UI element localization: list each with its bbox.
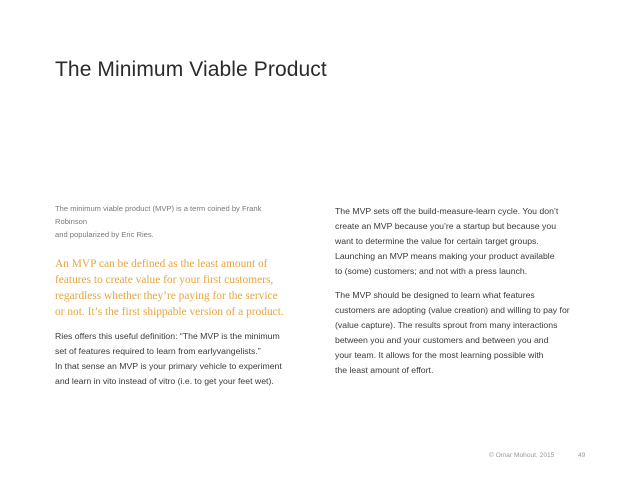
pull-quote	[55, 256, 300, 320]
body-line: Ries offers this useful definition: “The MVP is the minimum	[55, 331, 280, 341]
footer-credit: © Omar Mohout, 2015	[489, 452, 555, 459]
body-line: want to determine the value for certain target groups.	[335, 236, 539, 246]
body-line: set of features required to learn from earlyvangelists.”	[55, 346, 261, 356]
body-line: (value capture). The results sprout from many interactions	[335, 320, 558, 330]
intro-note	[55, 202, 295, 241]
page-number: 49	[578, 452, 586, 459]
body-line: The MVP sets off the build-measure-learn cycle. You don’t	[335, 206, 559, 216]
build-measure-learn-paragraph	[335, 204, 595, 279]
body-line: The MVP should be designed to learn what features	[335, 290, 535, 300]
right-column	[335, 204, 595, 378]
mvp-design-paragraph	[335, 288, 595, 378]
body-line: to (some) customers; and not with a press launch.	[335, 266, 528, 276]
body-line: Launching an MVP means making your product available	[335, 251, 555, 261]
body-line: between you and your customers and between you and	[335, 335, 549, 345]
quote-line: An MVP can be defined as the least amount of	[55, 258, 268, 270]
body-line: customers are adopting (value creation) and willing to pay for	[335, 305, 570, 315]
left-column	[55, 202, 300, 389]
page-title: The Minimum Viable Product	[55, 58, 327, 81]
definition-paragraph	[55, 329, 303, 389]
quote-line: regardless whether they’re paying for the service	[55, 290, 278, 302]
intro-line: and popularized by Eric Ries.	[55, 230, 154, 239]
body-line: your team. It allows for the most learning possible with	[335, 350, 544, 360]
body-line: the least amount of effort.	[335, 365, 434, 375]
body-line: In that sense an MVP is your primary vehicle to experiment	[55, 361, 282, 371]
quote-line: or not. It’s the first shippable version of a product.	[55, 306, 284, 318]
body-line: and learn in vito instead of vitro (i.e. to get your feet wet).	[55, 376, 274, 386]
intro-line: The minimum viable product (MVP) is a term coined by Frank Robinson	[55, 204, 262, 226]
quote-line: features to create value for your first customers,	[55, 274, 274, 286]
body-line: create an MVP because you’re a startup but because you	[335, 221, 557, 231]
